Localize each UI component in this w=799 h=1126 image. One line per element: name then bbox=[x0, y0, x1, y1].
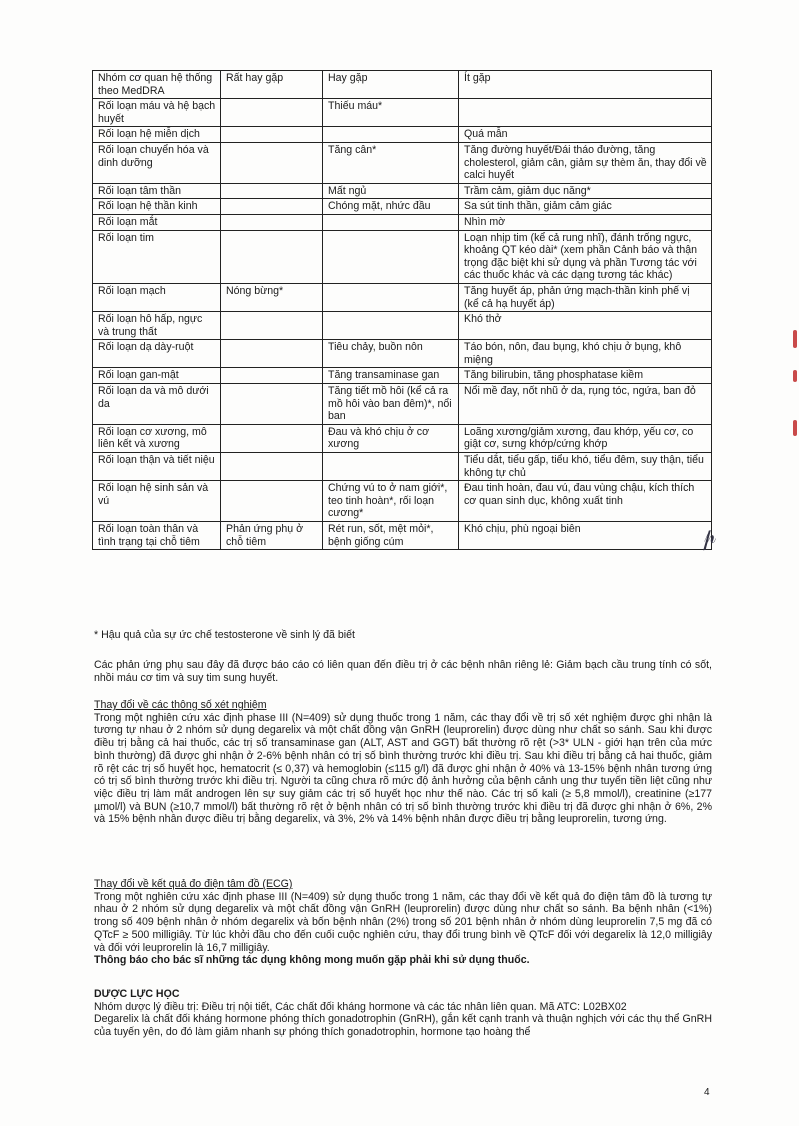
cell-common: Thiếu máu* bbox=[323, 99, 459, 127]
cell-uncommon bbox=[459, 99, 712, 127]
cell-common bbox=[323, 453, 459, 481]
cell-very-common bbox=[221, 199, 323, 215]
cell-very-common bbox=[221, 481, 323, 522]
pharmacodynamics-heading: DƯỢC LỰC HỌC bbox=[94, 988, 180, 1000]
table-row bbox=[93, 183, 712, 199]
lab-heading: Thay đổi về các thông số xét nghiệm bbox=[94, 699, 267, 711]
edge-stamp-mark bbox=[793, 330, 797, 348]
cell-common bbox=[323, 214, 459, 230]
cell-organ-class: Rối loạn tim bbox=[93, 230, 221, 283]
cell-very-common bbox=[221, 312, 323, 340]
handwritten-initial-mark: 𝓅 bbox=[697, 523, 719, 552]
cell-organ-class: Rối loạn tâm thần bbox=[93, 183, 221, 199]
table-body bbox=[93, 99, 712, 550]
header-organ-class: Nhóm cơ quan hệ thống theo MedDRA bbox=[93, 71, 221, 99]
header-common: Hay gặp bbox=[323, 71, 459, 99]
cell-organ-class: Rối loạn hệ miễn dịch bbox=[93, 127, 221, 143]
table-row bbox=[93, 99, 712, 127]
cell-common: Mất ngủ bbox=[323, 183, 459, 199]
cell-organ-class: Rối loạn thận và tiết niệu bbox=[93, 453, 221, 481]
cell-uncommon: Tăng huyết áp, phản ứng mạch-thần kinh phế vị (kể cả hạ huyết áp) bbox=[459, 283, 712, 311]
cell-very-common bbox=[221, 424, 323, 452]
cell-uncommon: Nhìn mờ bbox=[459, 214, 712, 230]
ecg-heading: Thay đổi về kết quả đo điện tâm đồ (ECG) bbox=[94, 878, 293, 890]
cell-organ-class: Rối loạn hô hấp, ngực và trung thất bbox=[93, 312, 221, 340]
edge-stamp-mark bbox=[793, 420, 797, 436]
table-row bbox=[93, 127, 712, 143]
table-row bbox=[93, 368, 712, 384]
cell-organ-class: Rối loạn gan-mật bbox=[93, 368, 221, 384]
cell-uncommon: Táo bón, nôn, đau bụng, khó chịu ở bụng, khô miệng bbox=[459, 340, 712, 368]
report-notice: Thông báo cho bác sĩ những tác dụng không mong muốn gặp phải khi sử dụng thuốc. bbox=[94, 954, 530, 967]
cell-very-common bbox=[221, 453, 323, 481]
cell-organ-class: Rối loạn hệ thần kinh bbox=[93, 199, 221, 215]
cell-uncommon: Đau tinh hoàn, đau vú, đau vùng chậu, kích thích cơ quan sinh dục, không xuất tinh bbox=[459, 481, 712, 522]
cell-common: Rét run, sốt, mệt mỏi*, bệnh giống cúm bbox=[323, 522, 459, 550]
cell-very-common bbox=[221, 230, 323, 283]
cell-very-common: Phản ứng phụ ở chỗ tiêm bbox=[221, 522, 323, 550]
cell-common: Chóng mặt, nhức đầu bbox=[323, 199, 459, 215]
cell-very-common: Nóng bừng* bbox=[221, 283, 323, 311]
lab-body: Trong một nghiên cứu xác định phase III (N=409) sử dụng thuốc trong 1 năm, các thay đổi về trị số xét nghiệm được ghi nhận là tương tự nhau ở 2 nhóm sử dụng degarelix và một chất đồng vận GnRH (leuprorelin) được dùng như chất so sánh. Sau khi được điều trị bằng cả hai thuốc, các trị số transaminase gan (ALT, AST and GGT) bất thường rõ rệt (>3* ULN - giới hạn trên của mức bình thường) đã được ghi nhận ở 2-6% bệnh nhân có trị số bình thường trước khi điều trị. Sau khi điều trị bằng cả hai thuốc, giảm rõ rệt các trị số huyết học, hematocrit (≤ 0,37) và hemoglobin (≤115 g/l) đã được ghi nhận ở 40% và 13-15% bệnh nhân tương ứng có trị số bình thường trước khi điều trị. Người ta cũng chưa rõ mức độ ảnh hưởng của bệnh cảnh ung thư tuyến tiền liệt cũng như việc điều trị làm mất androgen lên sự suy giảm các trị số huyết học như thế nào. Các trị số kali (≥ 5,8 mmol/l), creatinine (≥177 µmol/l) và BUN (≥10,7 mmol/l) bất thường rõ rệt ở bệnh nhân có trị số bình thường trước khi điều trị đã được ghi nhận ở 6%, 2% và 15% bệnh nhân được điều trị bằng degarelix, và 3%, 2% và 14% bệnh nhân được điều trị bằng leuprorelin, tương ứng. bbox=[94, 711, 712, 826]
table-header-row bbox=[93, 71, 712, 99]
cell-organ-class: Rối loạn toàn thân và tình trạng tại chỗ tiêm bbox=[93, 522, 221, 550]
cell-very-common bbox=[221, 99, 323, 127]
cell-uncommon: Loãng xương/giảm xương, đau khớp, yếu cơ, co giật cơ, sưng khớp/cứng khớp bbox=[459, 424, 712, 452]
cell-common bbox=[323, 127, 459, 143]
cell-common: Tăng cân* bbox=[323, 142, 459, 183]
cell-very-common bbox=[221, 368, 323, 384]
table-row bbox=[93, 522, 712, 550]
cell-common: Tăng transaminase gan bbox=[323, 368, 459, 384]
table-row bbox=[93, 214, 712, 230]
cell-uncommon: Trầm cảm, giảm dục năng* bbox=[459, 183, 712, 199]
table-row bbox=[93, 424, 712, 452]
cell-uncommon: Tăng bilirubin, tăng phosphatase kiềm bbox=[459, 368, 712, 384]
cell-organ-class: Rối loạn da và mô dưới da bbox=[93, 384, 221, 425]
cell-organ-class: Rối loạn mắt bbox=[93, 214, 221, 230]
pharmacodynamics-body-1: Nhóm dược lý điều trị: Điều trị nội tiết, Các chất đối kháng hormone và các tác nhân liên quan. Mã ATC: L02BX02 bbox=[94, 1000, 627, 1013]
table-footnote: * Hậu quả của sự ức chế testosterone về sinh lý đã biết bbox=[94, 629, 355, 641]
page-number: 4 bbox=[704, 1087, 710, 1098]
cell-very-common bbox=[221, 214, 323, 230]
table-row bbox=[93, 199, 712, 215]
cell-very-common bbox=[221, 340, 323, 368]
table-row bbox=[93, 142, 712, 183]
cell-uncommon: Quá mẫn bbox=[459, 127, 712, 143]
cell-very-common bbox=[221, 127, 323, 143]
table-row bbox=[93, 230, 712, 283]
cell-uncommon: Tiểu dắt, tiểu gấp, tiểu khó, tiểu đêm, suy thận, tiểu không tự chủ bbox=[459, 453, 712, 481]
cell-common bbox=[323, 283, 459, 311]
cell-common bbox=[323, 230, 459, 283]
cell-organ-class: Rối loạn chuyển hóa và dinh dưỡng bbox=[93, 142, 221, 183]
ecg-section bbox=[94, 878, 712, 967]
cell-common: Tiêu chảy, buồn nôn bbox=[323, 340, 459, 368]
cell-organ-class: Rối loạn mạch bbox=[93, 283, 221, 311]
cell-common: Tăng tiết mồ hôi (kể cả ra mồ hôi vào ban đêm)*, nổi ban bbox=[323, 384, 459, 425]
cell-very-common bbox=[221, 142, 323, 183]
header-uncommon: Ít gặp bbox=[459, 71, 712, 99]
cell-common: Chứng vú to ở nam giới*, teo tinh hoàn*, rối loạn cương* bbox=[323, 481, 459, 522]
edge-stamp-mark bbox=[793, 370, 797, 382]
individual-reports-paragraph: Các phản ứng phụ sau đây đã được báo cáo có liên quan đến điều trị ở các bệnh nhân riêng lẻ: Giảm bạch cầu trung tính có sốt, nhồi máu cơ tim và suy tim sung huyết. bbox=[94, 659, 712, 684]
cell-uncommon: Khó chịu, phù ngoại biên bbox=[459, 522, 712, 550]
header-very-common: Rất hay gặp bbox=[221, 71, 323, 99]
table-row bbox=[93, 453, 712, 481]
cell-common: Đau và khó chịu ở cơ xương bbox=[323, 424, 459, 452]
cell-uncommon: Tăng đường huyết/Đái tháo đường, tăng cholesterol, giảm cân, giảm sự thèm ăn, thay đổi về calci huyết bbox=[459, 142, 712, 183]
cell-organ-class: Rối loạn dạ dày-ruột bbox=[93, 340, 221, 368]
cell-organ-class: Rối loạn hệ sinh sản và vú bbox=[93, 481, 221, 522]
cell-uncommon: Loạn nhịp tim (kể cả rung nhĩ), đánh trống ngực, khoảng QT kéo dài* (xem phần Cảnh báo và thận trọng đặc biệt khi sử dụng và phần Tương tác với các thuốc khác và các dạng tương tác khác) bbox=[459, 230, 712, 283]
cell-organ-class: Rối loạn cơ xương, mô liên kết và xương bbox=[93, 424, 221, 452]
adverse-effects-table bbox=[92, 70, 712, 550]
cell-uncommon: Khó thở bbox=[459, 312, 712, 340]
cell-very-common bbox=[221, 384, 323, 425]
table-row bbox=[93, 283, 712, 311]
table-row bbox=[93, 340, 712, 368]
pharmacodynamics-body-2: Degarelix là chất đối kháng hormone phóng thích gonadotrophin (GnRH), gắn kết cạnh tranh và thuận nghịch với các thụ thể GnRH của tuyến yên, do đó làm giảm nhanh sự phóng thích gonadotrophin, hormone tạo hoàng thể bbox=[94, 1013, 712, 1039]
cell-common bbox=[323, 312, 459, 340]
table-row bbox=[93, 384, 712, 425]
table-row bbox=[93, 312, 712, 340]
pharmacodynamics-section bbox=[94, 988, 712, 1039]
table-row bbox=[93, 481, 712, 522]
cell-uncommon: Sa sút tinh thần, giảm cảm giác bbox=[459, 199, 712, 215]
cell-very-common bbox=[221, 183, 323, 199]
cell-uncommon: Nổi mề đay, nốt nhũ ở da, rụng tóc, ngứa, ban đỏ bbox=[459, 384, 712, 425]
cell-organ-class: Rối loạn máu và hệ bạch huyết bbox=[93, 99, 221, 127]
ecg-body: Trong một nghiên cứu xác định phase III (N=409) sử dụng thuốc trong 1 năm, các thay đổi về kết quả đo điện tâm đồ là tương tự nhau ở 2 nhóm sử dụng degarelix và một chất đồng vận GnRH (leuprorelin) được dùng như chất so sánh. Ba bệnh nhân (<1%) trong số 409 bệnh nhân ở nhóm degarelix và bốn bệnh nhân (2%) trong số 201 bệnh nhân ở nhóm dùng leuprorelin 7,5 mg đã có QTcF ≥ 500 milligiây. Từ lúc khởi đầu cho đến cuối cuộc nghiên cứu, thay đổi trung bình về QTcF đối với degarelix là 12,0 milligiây và đối với leuprorelin là 16,7 milligiây. bbox=[94, 890, 712, 954]
lab-section bbox=[94, 699, 712, 826]
